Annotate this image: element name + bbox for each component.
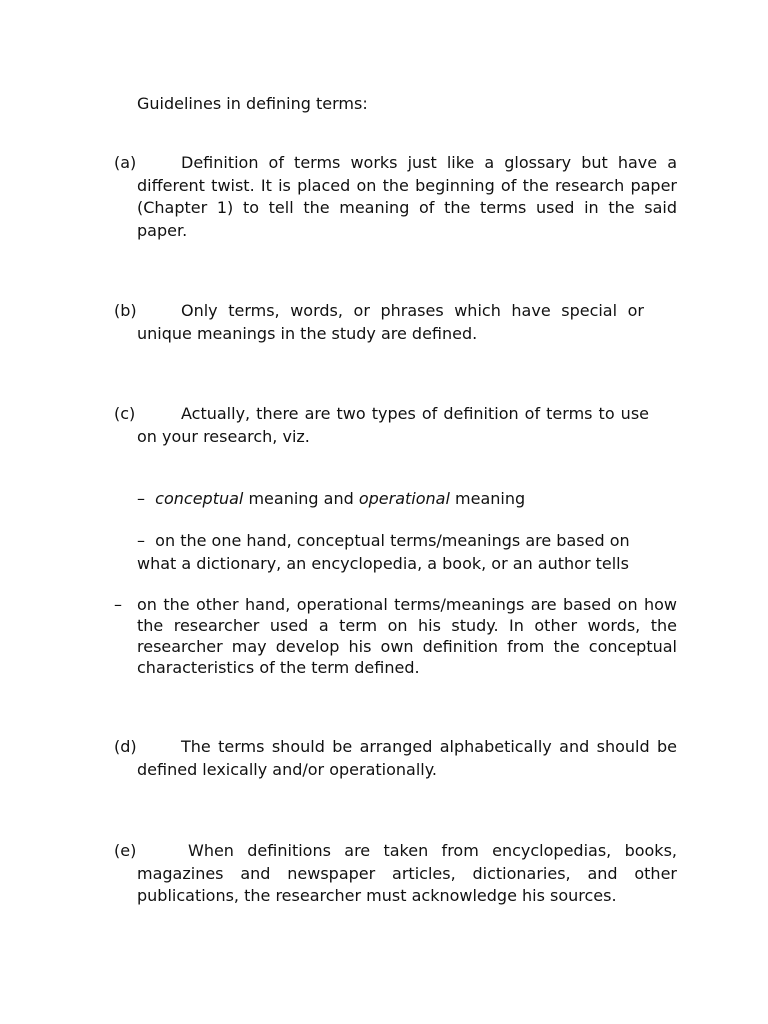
item-marker: (c) — [114, 404, 136, 423]
guideline-item-c — [114, 403, 677, 448]
operational-term: operational — [358, 489, 450, 508]
item-marker: (e) — [114, 841, 137, 860]
item-marker: (b) — [114, 301, 137, 320]
conceptual-term: conceptual — [155, 489, 244, 508]
guideline-item-e — [114, 840, 677, 908]
document-title: Guidelines in defining terms: — [137, 94, 368, 113]
definition-types-line: – conceptual meaning and operational meaning — [137, 489, 526, 508]
item-text-c: Actually, there are two types of definition of terms to use on your research, viz. — [137, 404, 649, 446]
guideline-item-a — [114, 152, 677, 242]
item-text-b: Only terms, words, or phrases which have special or unique meanings in the study are defined. — [137, 301, 644, 343]
dash-bullet: – — [137, 489, 145, 508]
dash-bullet: – — [137, 531, 145, 550]
conceptual-note: – on the one hand, conceptual terms/meanings are based on what a dictionary, an encyclopedia, a book, or an author tells — [137, 531, 630, 573]
item-text-a: Definition of terms works just like a glossary but have a different twist. It is placed on the beginning of the research paper (Chapter 1) to tell the meaning of the terms used in the said paper. — [137, 153, 677, 240]
dash-bullet: – — [114, 595, 122, 614]
item-marker: (a) — [114, 153, 137, 172]
guideline-item-d — [114, 736, 677, 781]
item-text-e: When definitions are taken from encyclopedias, books, magazines and newspaper articles, dictionaries, and other publications, the researcher must acknowledge his sources. — [137, 841, 677, 905]
operational-note: – on the other hand, operational terms/meanings are based on how the researcher used a term on his study. In other words, the researcher may develop his own definition from the conceptual characteristics of the term defined. — [114, 595, 677, 677]
item-text-d: The terms should be arranged alphabetically and should be defined lexically and/or operationally. — [137, 737, 677, 779]
item-marker: (d) — [114, 737, 137, 756]
guideline-item-b — [114, 300, 677, 345]
